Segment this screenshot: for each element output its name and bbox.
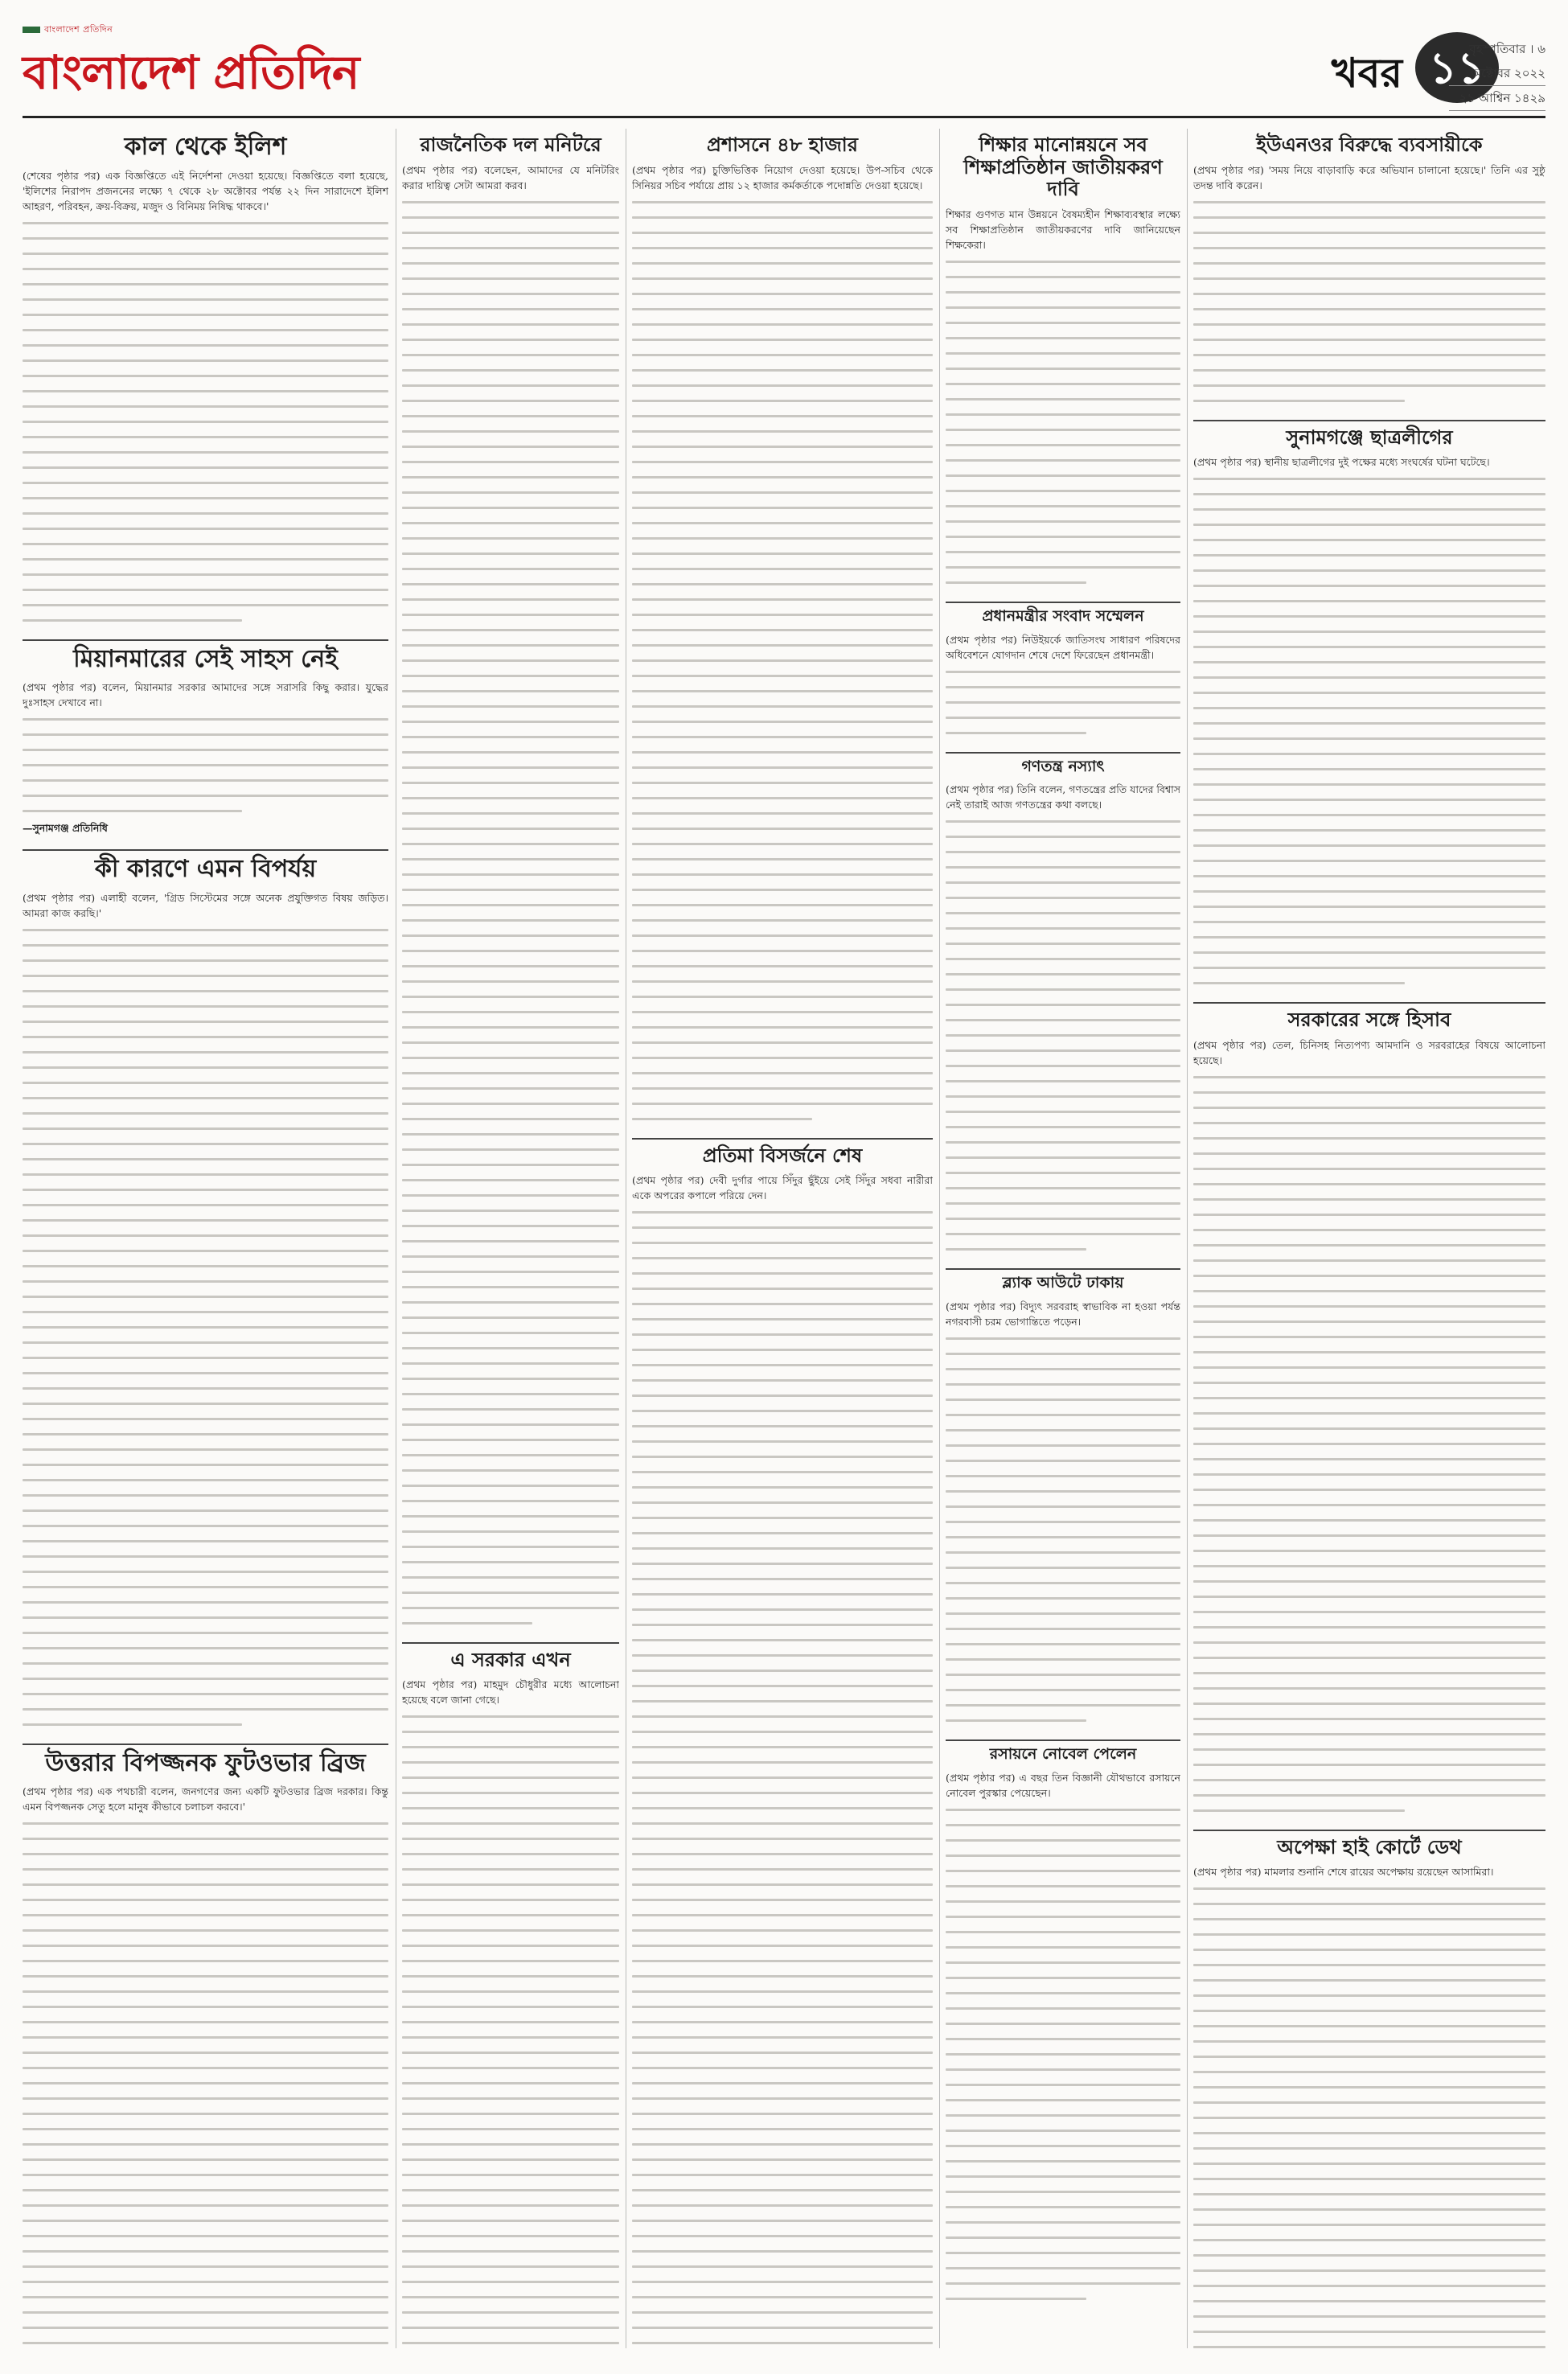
article-lead: (প্রথম পৃষ্ঠার পর) মামলার শুনানি শেষে রায়ের অপেক্ষায় রয়েছেন আসামিরা। (1193, 1866, 1494, 1879)
article-footbridge[interactable] (23, 1750, 388, 2349)
date-gregorian: বৃহস্পতিবার । ৬ অক্টোবর ২০২২ (1449, 37, 1545, 86)
article-body (23, 712, 388, 819)
article-immersion[interactable] (632, 1144, 933, 2348)
article-body (402, 195, 619, 1631)
article-lead: (প্রথম পৃষ্ঠার পর) এলাহী বলেন, 'গ্রিড সিস্টেমের সঙ্গে অনেক প্রযুক্তিগত বিষয় জড়িত। আমরা কাজ করছি।' (23, 891, 388, 919)
article-lead: (প্রথম পৃষ্ঠার পর) চুক্তিভিত্তিক নিয়োগ দেওয়া হয়েছে। উপ-সচিব থেকে সিনিয়র সচিব পর্যায়ে প্রায় ১২ হাজার কর্মকর্তাকে পদোন্নতি দেওয়া হয়েছে। (632, 163, 933, 191)
page-number-badge: ১১ (1415, 32, 1499, 103)
article-byline: —সুনামগঞ্জ প্রতিনিধি (23, 822, 108, 834)
column-3 (632, 129, 933, 2348)
article-lead: (প্রথম পৃষ্ঠার পর) স্থানীয় ছাত্রলীগের দুই পক্ষের মধ্যে সংঘর্ষের ঘটনা ঘটেছে। (1193, 456, 1490, 469)
column-1 (23, 129, 388, 2348)
article-admin[interactable] (632, 133, 933, 1127)
article-lead: (প্রথম পৃষ্ঠার পর) তিনি বলেন, গণতন্ত্রের প্রতি যাদের বিশ্বাস নেই তারাই আজ গণতন্ত্রের কথা বলছে। (946, 783, 1180, 811)
article-lead: (প্রথম পৃষ্ঠার পর) বলেন, মিয়ানমার সরকার আমাদের সঙ্গে সরাসরি কিছু করার। যুদ্ধের দুঃসাহস দেখাবে না। (23, 681, 388, 709)
article-high-court[interactable] (1193, 1836, 1545, 2348)
article-separator (1193, 420, 1545, 421)
article-lead: (প্রথম পৃষ্ঠার পর) তেল, চিনিসহ নিত্যপণ্য আমদানি ও সরবরাহের বিষয়ে আলোচনা হয়েছে। (1193, 1038, 1545, 1066)
article-lead: (প্রথম পৃষ্ঠার পর) বলেছেন, আমাদের যে মনিটরিং করার দায়িত্ব সেটা আমরা করব। (402, 163, 619, 191)
article-lead: শিক্ষার গুণগত মান উন্নয়নে বৈষম্যহীন শিক্ষাব্যবস্থার লক্ষ্যে সব শিক্ষাপ্রতিষ্ঠান জাতীয়করণের দাবি জানিয়েছেন শিক্ষকেরা। (946, 207, 1180, 251)
article-headline[interactable]: গণতন্ত্র নস্যাৎ (1021, 757, 1105, 775)
article-body (946, 254, 1180, 590)
article-separator (1193, 1002, 1545, 1004)
article-blackout-cause[interactable] (23, 856, 388, 1732)
article-body (946, 814, 1180, 1257)
article-govt-account[interactable] (1193, 1008, 1545, 1818)
article-headline[interactable]: ব্ল্যাক আউটে ঢাকায় (1002, 1274, 1124, 1292)
article-separator (23, 1744, 388, 1745)
article-headline[interactable]: মিয়ানমারের সেই সাহস নেই (73, 644, 338, 673)
article-separator (946, 752, 1180, 754)
column-2 (402, 129, 619, 2348)
article-lead: (প্রথম পৃষ্ঠার পর) নিউইয়র্কে জাতিসংঘ সাধারণ পরিষদের অধিবেশনে যোগদান শেষে দেশে ফিরেছেন প্রধানমন্ত্রী। (946, 633, 1180, 661)
article-political[interactable] (402, 133, 619, 1631)
article-education[interactable] (946, 133, 1180, 590)
article-nobel[interactable] (946, 1746, 1180, 2306)
column-divider (939, 129, 940, 2348)
column-4 (946, 129, 1180, 2348)
article-lead: (প্রথম পৃষ্ঠার পর) মাহমুদ চৌধুরীর মধ্যে আলোচনা হয়েছে বলে জানা গেছে। (402, 1678, 619, 1707)
article-body (946, 1802, 1180, 2306)
article-body (946, 664, 1180, 741)
date-bengali: ২১ আশ্বিন ১৪২৯ (1449, 86, 1545, 111)
column-5 (1193, 129, 1545, 2348)
article-separator (23, 849, 388, 851)
article-headline[interactable]: এ সরকার এখন (450, 1647, 571, 1671)
article-headline[interactable]: প্রধানমন্ত্রীর সংবাদ সম্মেলন (982, 606, 1144, 625)
article-headline[interactable]: রসায়নে নোবেল পেলেন (989, 1745, 1137, 1764)
article-headline[interactable]: কাল থেকে ইলিশ (124, 133, 287, 161)
article-pm-press[interactable] (946, 608, 1180, 741)
article-body (1193, 1881, 1545, 2348)
article-eu[interactable] (1193, 133, 1545, 409)
article-myanmar[interactable] (23, 646, 388, 839)
article-headline[interactable]: অপেক্ষা হাই কোর্টে ডেথ (1277, 1834, 1462, 1859)
article-body (402, 1709, 619, 2348)
article-headline[interactable]: প্রশাসনে ৪৮ হাজার (707, 133, 858, 156)
masthead (23, 18, 1545, 113)
brand-bar (23, 27, 40, 33)
article-headline[interactable]: কী কারণে এমন বিপর্যয় (94, 855, 317, 883)
article-separator (946, 1268, 1180, 1270)
article-blackout-dhaka[interactable] (946, 1275, 1180, 1728)
article-body (946, 1331, 1180, 1728)
article-headline[interactable]: রাজনৈতিক দল মনিটরে (420, 133, 601, 156)
article-body (23, 922, 388, 1732)
article-headline[interactable]: সরকারের সঙ্গে হিসাব (1287, 1008, 1451, 1032)
article-lead: (প্রথম পৃষ্ঠার পর) এক পথচারী বলেন, জনগণের জন্য একটি ফুটওভার ব্রিজ দরকার। কিন্তু এমন বিপজ্জনক সেতু হলে মানুষ কীভাবে চলাচল করবে।' (23, 1785, 388, 1813)
newspaper-logo[interactable]: বাংলাদেশ প্রতিদিন (23, 45, 359, 100)
masthead-rule (23, 116, 1545, 118)
article-sunamganj[interactable] (1193, 426, 1545, 992)
article-body (1193, 471, 1545, 991)
article-lead: (প্রথম পৃষ্ঠার পর) এ বছর তিন বিজ্ঞানী যৌথভাবে রসায়নে নোবেল পুরস্কার পেয়েছেন। (946, 1772, 1180, 1800)
article-body (23, 1816, 388, 2348)
article-headline[interactable]: ইউএনওর বিরুদ্ধে ব্যবসায়ীকে (1256, 133, 1483, 156)
article-headline[interactable]: উত্তরার বিপজ্জনক ফুটওভার ব্রিজ (45, 1748, 366, 1777)
date-block (1449, 37, 1545, 111)
article-body (23, 216, 388, 628)
article-lead: (প্রথম পৃষ্ঠার পর) 'সময় নিয়ে বাড়াবাড়ি করে অভিযান চালানো হয়েছে।' তিনি এর সুষ্ঠু তদন্ত দাবি করেন। (1193, 163, 1545, 191)
article-lead: (প্রথম পৃষ্ঠার পর) দেবী দুর্গার পায়ে সিঁদুর ছুঁইয়ে সেই সিঁদুর সধবা নারীরা একে অপরের কপালে পরিয়ে দেন। (632, 1174, 933, 1202)
section-title: খবর (1331, 49, 1402, 97)
article-democracy[interactable] (946, 758, 1180, 1258)
article-body (632, 195, 933, 1127)
column-divider (1187, 129, 1188, 2348)
article-headline[interactable]: শিক্ষার মানোন্নয়নে সব শিক্ষাপ্রতিষ্ঠান জাতীয়করণ দাবি (963, 133, 1163, 201)
article-separator (632, 1138, 933, 1140)
article-lead: (প্রথম পৃষ্ঠার পর) বিদ্যুৎ সরবরাহ স্বাভাবিক না হওয়া পর্যন্ত নগরবাসী চরম ভোগান্তিতে পড়েন। (946, 1300, 1180, 1329)
article-headline[interactable]: প্রতিমা বিসর্জনে শেষ (702, 1143, 863, 1167)
article-separator (402, 1642, 619, 1644)
article-lead: (শেষের পৃষ্ঠার পর) এক বিজ্ঞপ্তিতে এই নির্দেশনা দেওয়া হয়েছে। বিজ্ঞপ্তিতে বলা হয়েছে, 'ইলিশের নিরাপদ প্রজননের লক্ষ্যে ৭ থেকে ২৮ অক্টোবর পর্যন্ত ২২ দিন সারাদেশে ইলিশ আহরণ, পরিবহন, ক্রয়-বিক্রয়, মজুদ ও বিনিময় নিষিদ্ধ থাকবে।' (23, 169, 388, 212)
article-body (1193, 195, 1545, 409)
article-headline[interactable]: সুনামগঞ্জে ছাত্রলীগের (1286, 425, 1453, 449)
article-body (1193, 1070, 1545, 1818)
article-separator (1193, 1830, 1545, 1831)
article-separator (23, 639, 388, 641)
article-separator (946, 1739, 1180, 1741)
article-body (632, 1205, 933, 2348)
article-govt-now[interactable] (402, 1649, 619, 2348)
masthead-tagline: বাংলাদেশ প্রতিদিন (23, 23, 113, 38)
article-hilsa[interactable] (23, 133, 388, 628)
article-separator (946, 602, 1180, 603)
